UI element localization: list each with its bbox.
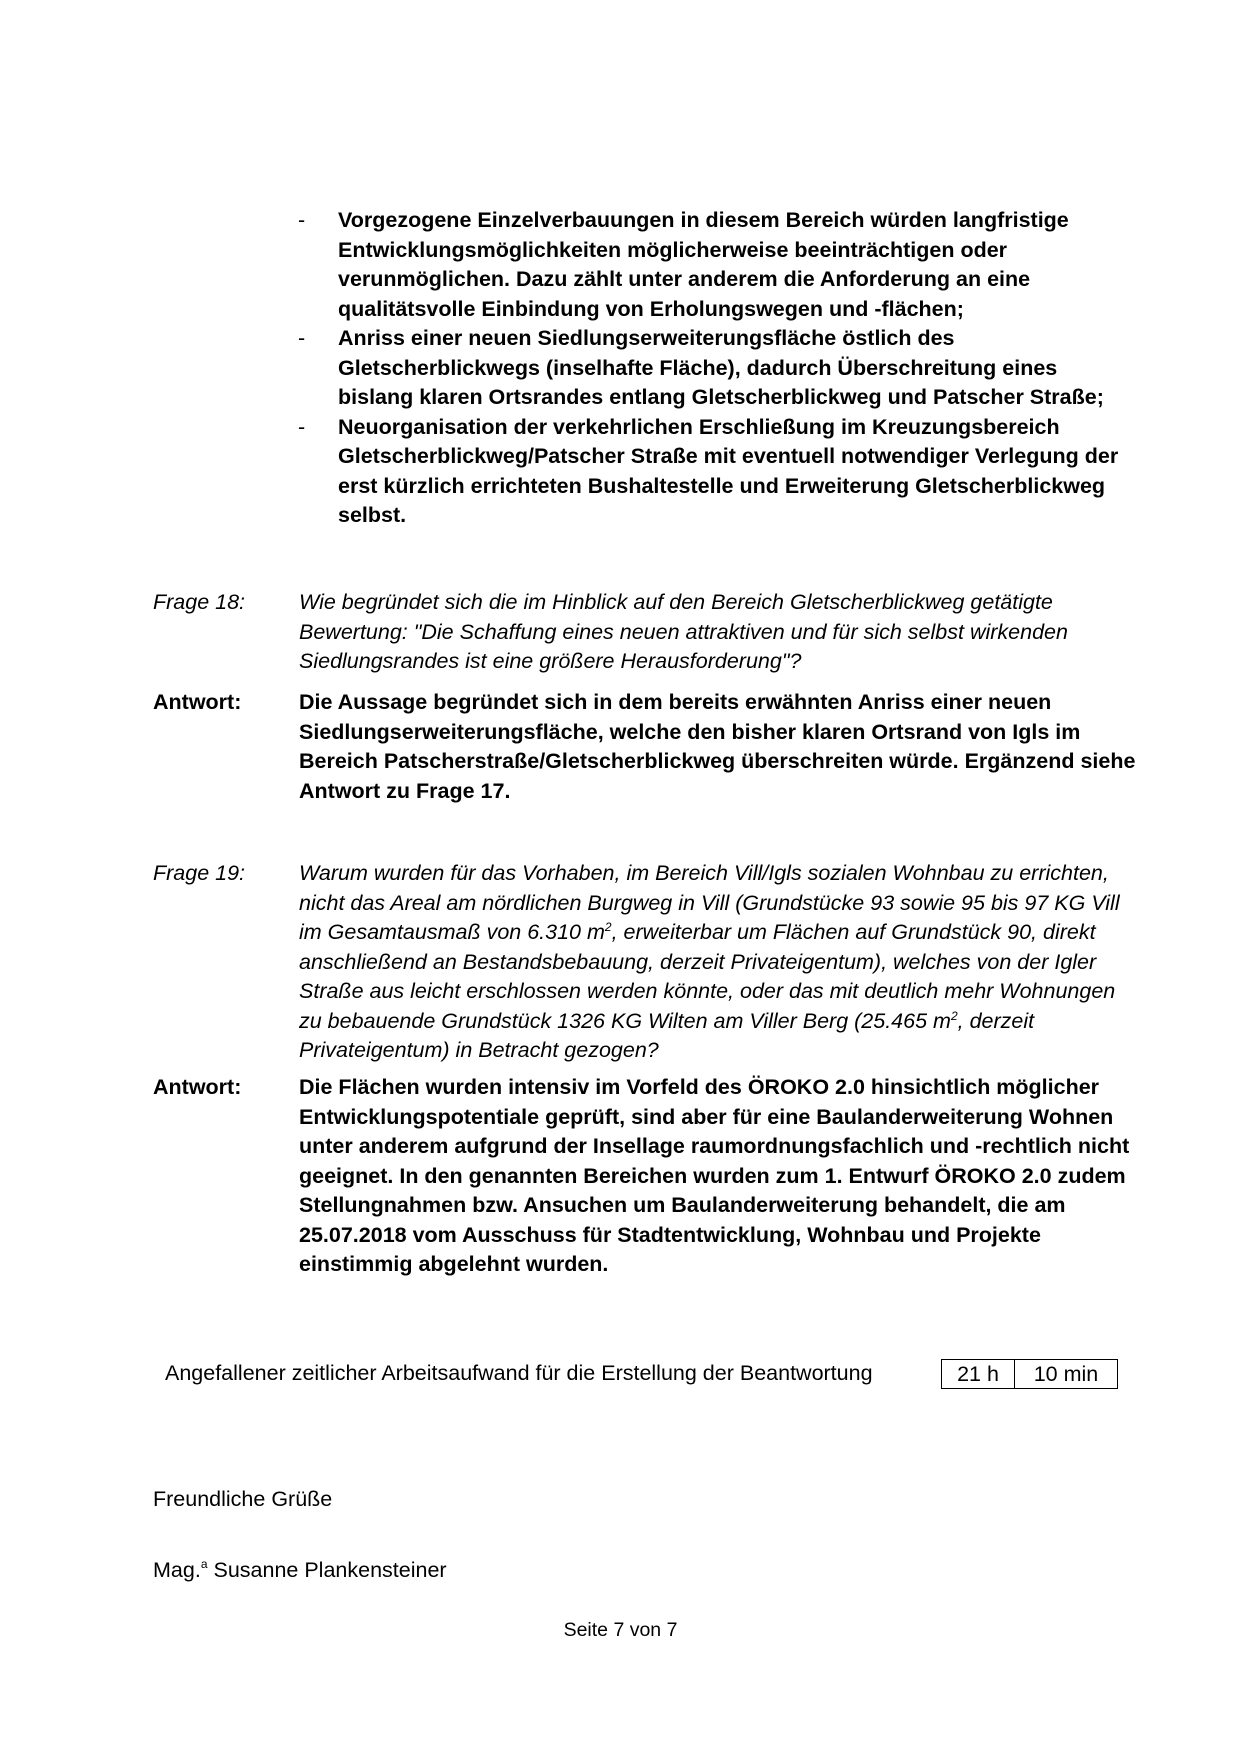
answer-text: Die Flächen wurden intensiv im Vorfeld des ÖROKO 2.0 hinsichtlich möglicher Entwicklungspotentiale geprüft, sind aber für eine Baulanderweiterung Wohnen unter anderem aufgrund der Insellage raumordnungsfachlich und -rechtlich nicht geeignet. In den genannten Bereichen wurden zum 1. Entwurf ÖROKO 2.0 zudem Stellungnahmen bzw. Ansuchen um Baulanderweiterung behandelt, die am 25.07.2018 vom Ausschuss für Stadtentwicklung, Wohnbau und Projekte einstimmig abgelehnt wurden. [299, 1075, 1130, 1276]
superscript: 2 [950, 1008, 958, 1023]
effort-hours: 21 h [942, 1360, 1015, 1388]
question-18 [153, 588, 1143, 677]
bullet-text: Anriss einer neuen Siedlungserweiterungsfläche östlich des Gletscherblickwegs (inselhafte Fläche), dadurch Überschreitung eines bislang klaren Ortsrandes entlang Gletscherblickweg und Patscher Straße; [338, 326, 1104, 409]
effort-table [941, 1359, 1118, 1389]
question-text-part: Warum wurden für das Vorhaben, im Bereich Vill/Igls sozialen Wohnbau zu errichten, nicht das Areal am nördlichen Burgweg in Vill (Grundstücke 93 sowie 95 bis 97 KG Vill im Gesamtausmaß von 6.310 m [299, 861, 1120, 944]
effort-label: Angefallener zeitlicher Arbeitsaufwand für die Erstellung der Beantwortung [165, 1361, 873, 1385]
page-number: Seite 7 von 7 [563, 1619, 678, 1641]
question-label: Frage 19: [153, 861, 246, 885]
question-text-part: , erweiterbar um Flächen auf Grundstück 90, direkt anschließend an Bestandsbebauung, derzeit Privateigentum), welches von der Igler Straße aus leicht erschlossen werden könnte, oder das mit deutlich mehr Wohnungen zu bebauende Grundstück 1326 KG Wilten am Viller Berg (25.465 m [299, 920, 1116, 1033]
title-prefix: Mag. [153, 1558, 201, 1582]
list-item [298, 206, 1138, 324]
question-text [299, 859, 1143, 1066]
bullet-list [298, 206, 1138, 531]
answer-19 [153, 1073, 1143, 1280]
bullet-text: Neuorganisation der verkehrlichen Erschließung im Kreuzungsbereich Gletscherblickweg/Patscher Straße mit eventuell notwendiger Verlegung der erst kürzlich errichteten Bushaltestelle und Erweiterung Gletscherblickweg selbst. [338, 414, 1119, 527]
effort-row [165, 1357, 1125, 1389]
closing-greeting: Freundliche Grüße [153, 1487, 333, 1511]
bullet-marker: - [298, 414, 306, 439]
bullet-marker: - [298, 326, 306, 350]
question-text-part: , derzeit Privateigentum) in Betracht gezogen? [299, 1008, 1035, 1062]
bullet-marker: - [298, 208, 306, 232]
effort-minutes: 10 min [1033, 1362, 1099, 1386]
answer-label: Antwort: [153, 1075, 242, 1099]
answer-label: Antwort: [153, 690, 242, 714]
signatory-name: Susanne Plankensteiner [213, 1558, 447, 1582]
title-superscript: a [200, 1557, 208, 1571]
question-text: Wie begründet sich die im Hinblick auf den Bereich Gletscherblickweg getätigte Bewertung: "Die Schaffung eines neuen attraktiven und für sich selbst wirkenden Siedlungsrandes ist eine größere Herausforderung"? [299, 590, 1068, 673]
answer-text: Die Aussage begründet sich in dem bereits erwähnten Anriss einer neuen Siedlungserweiterungsfläche, welche den bisher klaren Ortsrand von Igls im Bereich Patscherstraße/Gletscherblickweg überschreiten würde. Ergänzend siehe Antwort zu Frage 17. [299, 690, 1136, 803]
question-label: Frage 18: [153, 590, 246, 614]
list-item [298, 413, 1138, 531]
question-19 [153, 859, 1143, 1066]
bullet-text: Vorgezogene Einzelverbauungen in diesem Bereich würden langfristige Entwicklungsmöglichkeiten möglicherweise beeinträchtigen oder verunmöglichen. Dazu zählt unter anderem die Anforderung an eine qualitätsvolle Einbindung von Erholungswegen und -flächen; [338, 208, 1069, 321]
list-item [298, 324, 1138, 413]
signature-name [153, 1555, 447, 1585]
answer-18 [153, 688, 1143, 806]
superscript: 2 [604, 920, 612, 934]
